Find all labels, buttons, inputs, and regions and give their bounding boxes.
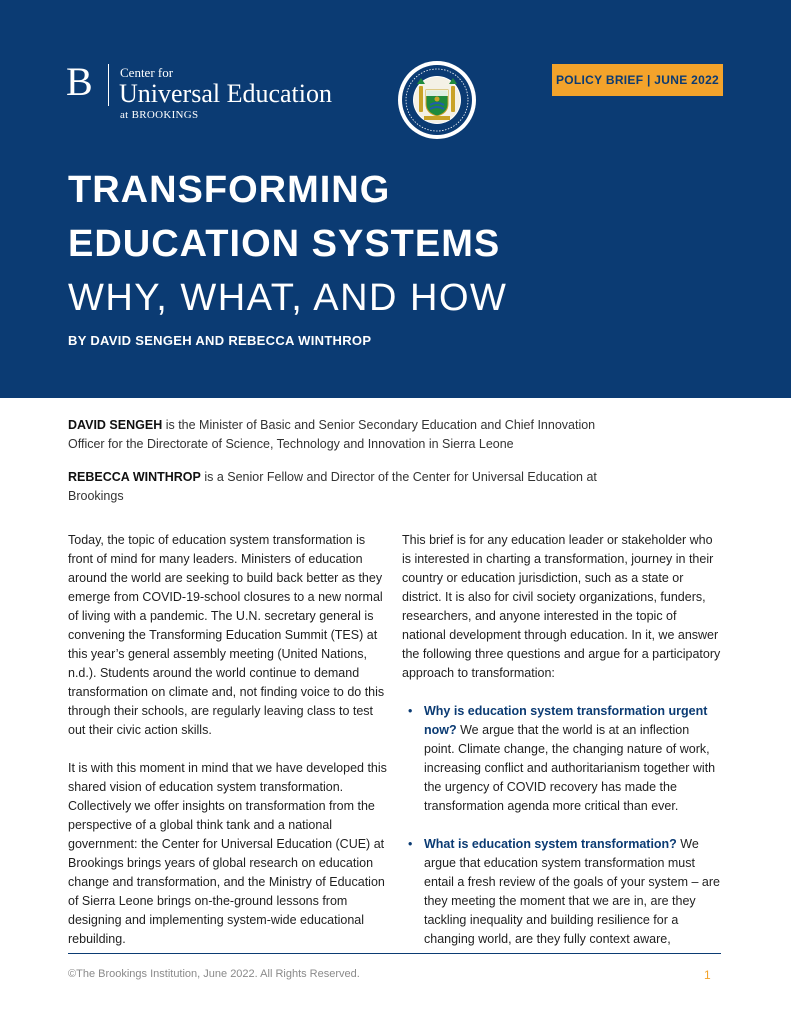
author-bio-winthrop [68, 468, 628, 506]
header-banner [0, 0, 791, 398]
paragraph: It is with this moment in mind that we have developed this shared vision of education system transformation. Collectively we offer insights on transformation from the perspective of a global think tank and a national government: the Center for Universal Education (CUE) at Brookings brings years of global research on education change and transformation, and the Ministry of Education of Sierra Leone brings on-the-ground lessons from designing and implementing system-wide educational rebuilding. [68, 761, 387, 946]
subtitle: WHY, WHAT, AND HOW [68, 277, 508, 319]
copyright-notice: ©The Brookings Institution, June 2022. All Rights Reserved. [68, 968, 360, 980]
left-column [68, 531, 393, 968]
question-answer: We argue that education system transformation must entail a fresh review of the goals of your system – are they meeting the moment that we are in, are they tackling inequality and building resilience for a changing world, are they fully context aware, [424, 837, 720, 946]
title-line-1: TRANSFORMING [68, 169, 391, 211]
bullet-icon: • [408, 704, 413, 718]
questions-list [402, 702, 722, 949]
author-bio-sengeh [68, 416, 628, 454]
sierra-leone-seal-icon [397, 60, 477, 140]
logo-line-big: Universal Education [119, 79, 332, 108]
author-description: is a Senior Fellow and Director of the Center for Universal Education at Brookings [68, 470, 597, 503]
logo-line-small: Center for [120, 65, 174, 80]
paragraph: This brief is for any education leader or stakeholder who is interested in charting a transformation, journey in their country or education jurisdiction, such as a state or district. It is also for civil society organizations, funders, researchers, and anyone interested in the topic of national development through education. In it, we answer the following three questions and argue for a participatory approach to transformation: [402, 533, 721, 680]
bullet-icon: • [408, 837, 413, 851]
brookings-logo-letter: B [66, 59, 93, 104]
right-column [402, 531, 722, 968]
question-heading: Why is education system transformation urgent now? [424, 704, 708, 737]
question-answer: We argue that the world is at an inflection point. Climate change, the changing nature of work, increasing conflict and authoritarianism together with the urgency of COVID recovery has made the transformation agenda more critical than ever. [424, 723, 716, 813]
list-item [402, 702, 722, 816]
question-heading: What is education system transformation? [424, 837, 677, 851]
byline: BY DAVID SENGEH AND REBECCA WINTHROP [68, 333, 372, 348]
title-line-2: EDUCATION SYSTEMS [68, 223, 501, 265]
author-name: DAVID SENGEH [68, 418, 163, 432]
policy-brief-badge: POLICY BRIEF | JUNE 2022 [552, 64, 723, 96]
page-number: 1 [704, 968, 711, 982]
author-description: is the Minister of Basic and Senior Secondary Education and Chief Innovation Officer for the Directorate of Science, Technology and Innovation in Sierra Leone [68, 418, 596, 451]
author-name: REBECCA WINTHROP [68, 470, 201, 484]
logo-line-sub: at BROOKINGS [120, 109, 199, 121]
logo-divider [108, 64, 109, 106]
list-item [402, 835, 722, 949]
footer-divider [68, 953, 721, 954]
paragraph: Today, the topic of education system transformation is front of mind for many leaders. Ministers of education around the world are seeking to build back better as they emerge from COVID-19-school closures to a new normal of living with a pandemic. The U.N. secretary general is convening the Transforming Education Summit (TES) at this year’s general assembly meeting (United Nations, n.d.). Students around the world continue to demand transformation on climate and, not finding voice to do this through their schools, are regularly leaving class to test out their civic action skills. [68, 533, 385, 737]
